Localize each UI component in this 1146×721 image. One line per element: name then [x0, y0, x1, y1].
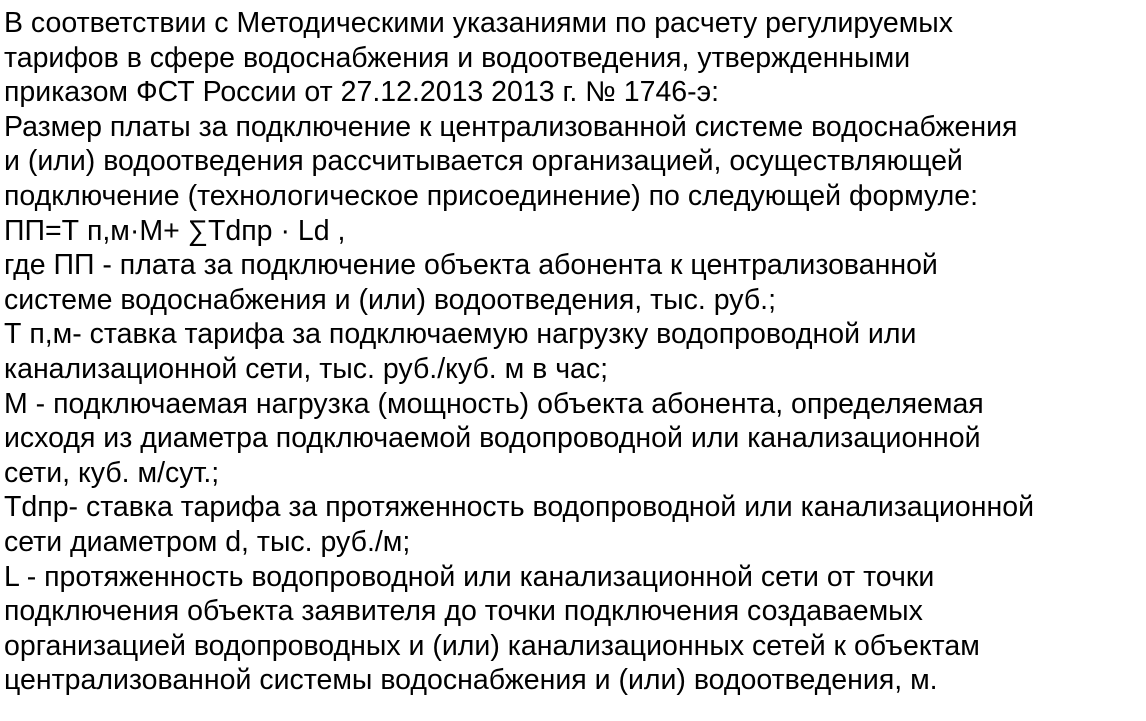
formula-line: ПП=Т п,м·М+ ∑Tdпр · Ld ,: [4, 214, 346, 247]
text-line: сети, куб. м/сут.;: [4, 456, 220, 489]
text-line: сети диаметром d, тыс. руб./м;: [4, 525, 411, 558]
text-line: и (или) водоотведения рассчитывается организацией, осуществляющей: [4, 145, 963, 178]
text-line: В соответствии с Методическими указаниями по расчету регулируемых: [4, 7, 954, 39]
text-line: системе водоснабжения и (или) водоотведения, тыс. руб.;: [4, 283, 777, 316]
document-body: [4, 6, 1146, 698]
text-line: тарифов в сфере водоснабжения и водоотведения, утвержденными: [4, 41, 911, 74]
text-line: канализационной сети, тыс. руб./куб. м в час;: [4, 352, 609, 385]
text-line: приказом ФСТ России от 27.12.2013 2013 г. № 1746-э:: [4, 76, 720, 109]
text-line: Tdпр- ставка тарифа за протяженность водопроводной или канализационной: [4, 491, 1034, 524]
text-line: М - подключаемая нагрузка (мощность) объекта абонента, определяемая: [4, 387, 984, 420]
text-line: Размер платы за подключение к централизованной системе водоснабжения: [4, 110, 1018, 143]
text-line: централизованной системы водоснабжения и (или) водоотведения, м.: [4, 664, 938, 697]
text-line: L - протяженность водопроводной или канализационной сети от точки: [4, 560, 935, 593]
text-line: организацией водопроводных и (или) канализационных сетей к объектам: [4, 629, 980, 662]
text-line: подключение (технологическое присоединение) по следующей формуле:: [4, 179, 979, 212]
text-line: где ПП - плата за подключение объекта абонента к централизованной: [4, 249, 938, 282]
text-line: Т п,м- ставка тарифа за подключаемую нагрузку водопроводной или: [4, 318, 917, 351]
text-line: исходя из диаметра подключаемой водопроводной или канализационной: [4, 422, 981, 455]
text-line: подключения объекта заявителя до точки подключения создаваемых: [4, 595, 923, 628]
